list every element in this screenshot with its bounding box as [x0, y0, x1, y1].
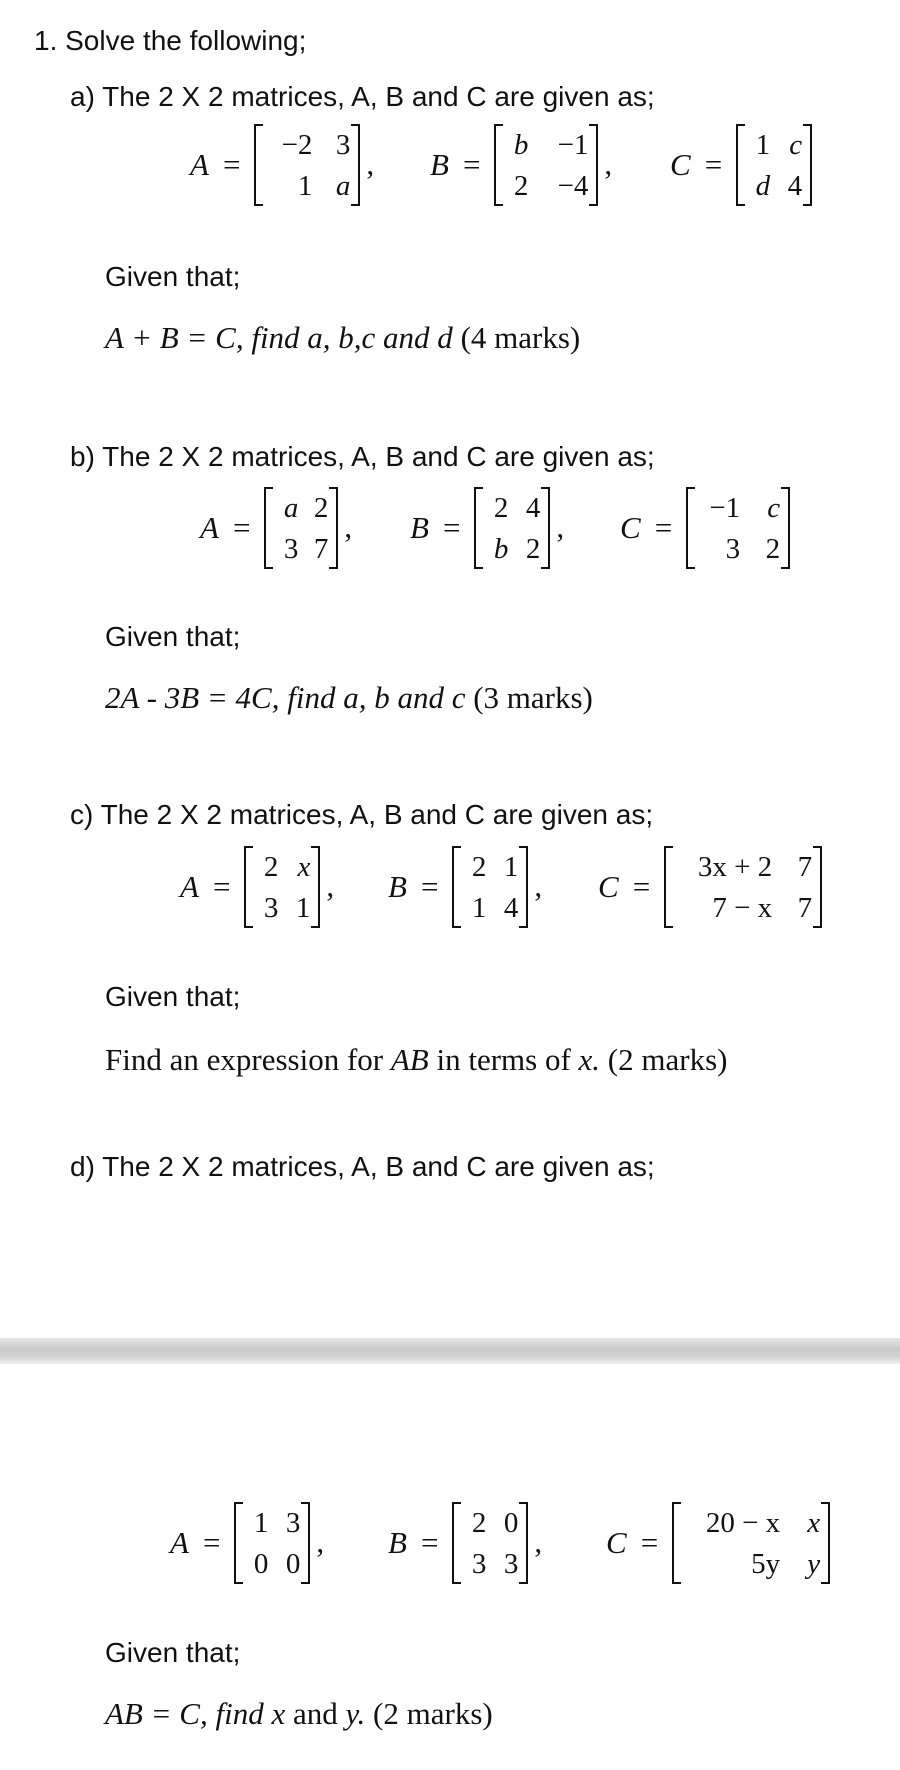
matrix-a — [234, 1502, 310, 1584]
matrix-cell: −1 — [709, 491, 741, 524]
matrix-cell: 2 — [471, 1506, 487, 1539]
task-var: y. — [345, 1696, 366, 1731]
matrix-cell: 2 — [525, 532, 541, 565]
part-c-given-label: Given that; — [105, 981, 241, 1012]
task-text: and — [285, 1696, 346, 1731]
part-a-label: a) The 2 X 2 matrices, A, B and C are given as; — [70, 81, 655, 112]
task-text: in terms of — [428, 1042, 579, 1077]
equals-sign: = — [462, 147, 481, 182]
comma: , — [344, 509, 353, 544]
matrix-c-group — [670, 120, 812, 210]
matrix-cell: 3 — [725, 532, 741, 565]
matrix-cell: 3 — [285, 1506, 301, 1539]
matrix-c — [672, 1502, 830, 1584]
matrix-name: A — [180, 869, 199, 904]
task-var: x. — [578, 1042, 601, 1077]
comma: , — [604, 146, 613, 181]
matrix-cell: 7 — [797, 891, 813, 924]
part-d-task — [105, 1696, 493, 1732]
equals-sign: = — [640, 1525, 659, 1560]
equals-sign: = — [632, 869, 651, 904]
part-a-task — [105, 320, 580, 356]
matrix-name: C — [598, 869, 619, 904]
matrix-c — [686, 487, 790, 569]
matrix-b-group — [430, 120, 612, 210]
matrix-name: A — [190, 147, 209, 182]
part-d-given-label: Given that; — [105, 1637, 241, 1668]
part-b-equation — [200, 483, 860, 573]
matrix-cell: x — [297, 850, 311, 883]
marks: (3 marks) — [473, 680, 593, 715]
matrix-cell: 0 — [253, 1547, 269, 1580]
matrix-cell: 2 — [263, 850, 279, 883]
matrix-b — [452, 1502, 528, 1584]
marks: (2 marks) — [607, 1042, 728, 1077]
equals-sign: = — [222, 147, 241, 182]
matrix-cell: 7 — [797, 850, 813, 883]
matrix-cell: −2 — [281, 128, 313, 161]
matrix-cell: 7 — [313, 532, 329, 565]
matrix-cell: b — [493, 532, 509, 565]
matrix-cell: x — [807, 1506, 821, 1539]
matrix-cell: 1 — [471, 891, 487, 924]
matrix-cell: 20 − x — [705, 1506, 781, 1539]
matrix-cell: 3 — [335, 128, 351, 161]
task-math: 2A - 3B = 4C, find a, b and c — [105, 680, 466, 715]
matrix-name: C — [620, 510, 641, 545]
comma: , — [534, 1524, 543, 1559]
matrix-c-group — [606, 1498, 830, 1588]
comma: , — [534, 868, 543, 903]
equals-sign: = — [442, 510, 461, 545]
equals-sign: = — [232, 510, 251, 545]
matrix-cell: −1 — [557, 128, 589, 161]
equals-sign: = — [202, 1525, 221, 1560]
matrix-cell: −4 — [557, 169, 589, 202]
matrix-b — [452, 846, 528, 928]
matrix-cell: 5y — [751, 1547, 781, 1580]
part-c-task — [105, 1042, 727, 1078]
matrix-b — [494, 124, 598, 206]
equals-sign: = — [704, 147, 723, 182]
matrix-cell: 3 — [471, 1547, 487, 1580]
matrix-cell: 1 — [755, 128, 771, 161]
matrix-cell: 4 — [525, 491, 541, 524]
matrix-cell: 7 − x — [712, 891, 773, 924]
matrix-cell: 1 — [297, 169, 313, 202]
comma: , — [326, 868, 335, 903]
task-math: A + B = C, find a, b,c and d — [105, 320, 453, 355]
matrix-name: B — [410, 510, 429, 545]
comma: , — [366, 146, 375, 181]
matrix-c — [664, 846, 822, 928]
matrix-a-group — [170, 1498, 324, 1588]
marks: (2 marks) — [373, 1696, 493, 1731]
part-b-task — [105, 680, 593, 716]
matrix-cell: 4 — [503, 891, 519, 924]
matrix-cell: d — [755, 169, 771, 202]
part-d-equation — [170, 1498, 870, 1588]
matrix-cell: 1 — [295, 891, 311, 924]
equals-sign: = — [654, 510, 673, 545]
matrix-cell: 2 — [471, 850, 487, 883]
matrix-a — [254, 124, 360, 206]
matrix-cell: 4 — [787, 169, 803, 202]
matrix-cell: 3 — [283, 532, 299, 565]
matrix-cell: 2 — [765, 532, 781, 565]
matrix-cell: 0 — [285, 1547, 301, 1580]
matrix-cell: b — [513, 128, 529, 161]
matrix-cell: c — [767, 491, 781, 524]
part-a-given-label: Given that; — [105, 261, 241, 292]
equals-sign: = — [420, 1525, 439, 1560]
marks: (4 marks) — [460, 320, 581, 355]
matrix-a-group — [180, 842, 334, 932]
matrix-b — [474, 487, 550, 569]
matrix-name: C — [670, 147, 691, 182]
matrix-a — [264, 487, 338, 569]
matrix-cell: 3 — [263, 891, 279, 924]
comma: , — [316, 1524, 325, 1559]
comma: , — [556, 509, 565, 544]
matrix-name: C — [606, 1525, 627, 1560]
matrix-c-group — [620, 483, 790, 573]
matrix-cell: 3 — [503, 1547, 519, 1580]
matrix-cell: a — [283, 491, 299, 524]
part-d-label: d) The 2 X 2 matrices, A, B and C are given as; — [70, 1151, 655, 1182]
equals-sign: = — [212, 869, 231, 904]
matrix-name: B — [430, 147, 449, 182]
matrix-cell: 2 — [313, 491, 329, 524]
matrix-cell: 1 — [503, 850, 519, 883]
task-var: x — [271, 1696, 286, 1731]
question-heading: 1. Solve the following; — [34, 25, 307, 56]
equals-sign: = — [420, 869, 439, 904]
matrix-b-group — [388, 1498, 542, 1588]
part-b-label: b) The 2 X 2 matrices, A, B and C are given as; — [70, 441, 655, 472]
part-c-label: c) The 2 X 2 matrices, A, B and C are given as; — [70, 799, 654, 830]
matrix-name: A — [170, 1525, 189, 1560]
matrix-a — [244, 846, 320, 928]
matrix-name: A — [200, 510, 219, 545]
page-break-divider — [0, 1338, 900, 1364]
matrix-cell: a — [335, 169, 351, 202]
matrix-cell: 2 — [493, 491, 509, 524]
task-var: AB — [390, 1042, 429, 1077]
matrix-cell: 3x + 2 — [697, 850, 773, 883]
matrix-a-group — [190, 120, 374, 210]
part-c-equation — [180, 842, 880, 932]
task-text: Find an expression for — [105, 1042, 391, 1077]
matrix-cell: 2 — [513, 169, 529, 202]
matrix-c — [736, 124, 812, 206]
matrix-b-group — [388, 842, 542, 932]
matrix-a-group — [200, 483, 352, 573]
matrix-b-group — [410, 483, 564, 573]
matrix-name: B — [388, 1525, 407, 1560]
part-b-given-label: Given that; — [105, 621, 241, 652]
page-2 — [0, 1364, 900, 1770]
matrix-cell: y — [807, 1547, 821, 1580]
task-math: AB = C, find — [105, 1696, 272, 1731]
matrix-c-group — [598, 842, 822, 932]
matrix-cell: c — [789, 128, 803, 161]
part-a-equation — [190, 120, 870, 210]
matrix-name: B — [388, 869, 407, 904]
matrix-cell: 1 — [253, 1506, 269, 1539]
matrix-cell: 0 — [503, 1506, 519, 1539]
